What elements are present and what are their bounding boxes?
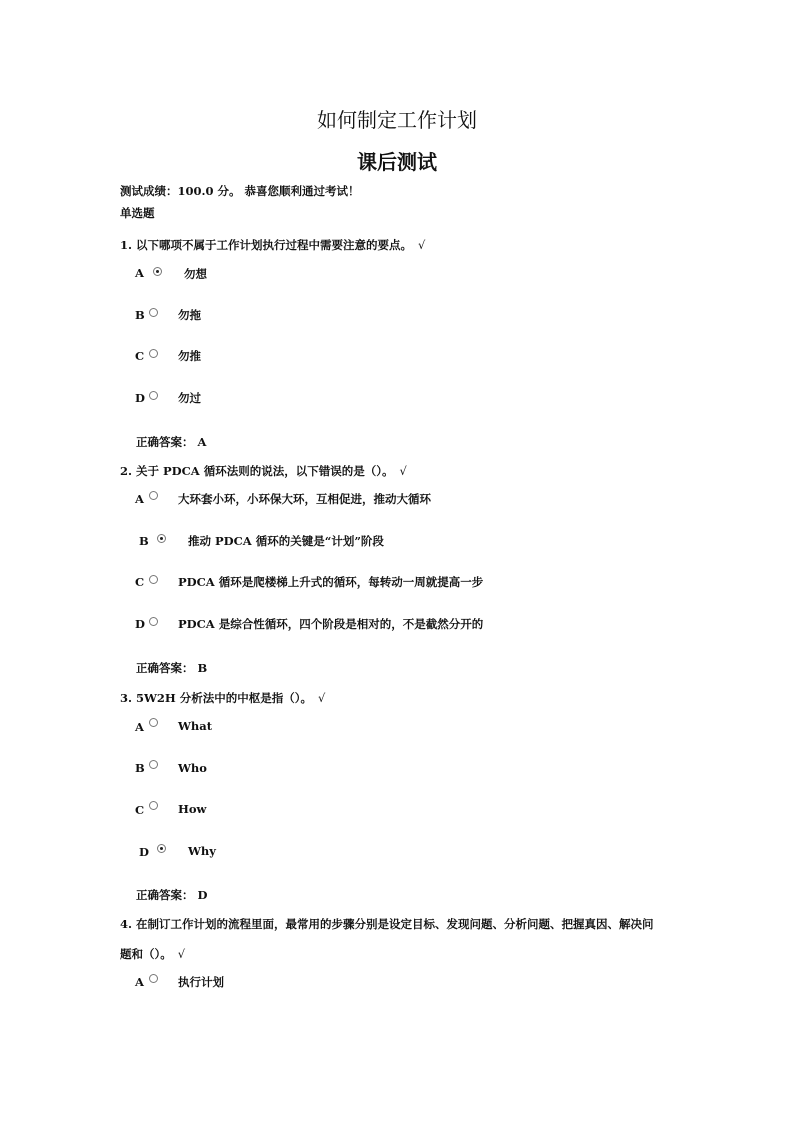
correct-check-icon: √ [177, 947, 186, 961]
q2-option-d-letter: D [135, 617, 145, 631]
q2-option-c-text: PDCA 循环是爬楼梯上升式的循环，每转动一周就提高一步 [178, 575, 484, 589]
correct-check-icon: √ [418, 238, 426, 252]
q1-option-d-letter: D [135, 391, 145, 405]
q3-option-b-radio[interactable] [149, 760, 158, 769]
q4-option-a-letter: A [135, 975, 144, 989]
q1-option-d-text: 勿过 [178, 391, 201, 405]
q1-correct-answer [136, 434, 206, 450]
document-title: 如何制定工作计划 [317, 108, 477, 132]
q1-option-a-letter: A [135, 266, 144, 280]
correct-check-icon: √ [399, 464, 407, 478]
q1-option-b-radio[interactable] [149, 308, 158, 317]
answer-label: 正确答案： [136, 661, 194, 675]
q2-option-a-radio[interactable] [149, 491, 158, 500]
q3-option-b-text: Who [178, 761, 207, 775]
score-line: 测试成绩：100.0 分。 恭喜您顺利通过考试！ [120, 184, 360, 198]
q3-option-c-radio[interactable] [149, 801, 158, 810]
question-1 [120, 237, 425, 253]
q2-option-c-letter: C [135, 575, 145, 589]
answer-value: D [197, 888, 208, 902]
question-3-text: 3. 5W2H 分析法中的中枢是指（）。 [120, 691, 313, 705]
answer-label: 正确答案： [136, 435, 194, 449]
q1-option-b-letter: B [135, 308, 145, 322]
question-4-line-1: 4. 在制订工作计划的流程里面，最常用的步骤分别是设定目标、发现问题、分析问题、把握真因、解决问 [120, 917, 654, 931]
q3-option-c-text: How [178, 802, 207, 816]
q3-option-d-text: Why [188, 844, 216, 858]
q2-option-d-radio[interactable] [149, 617, 158, 626]
q3-correct-answer [136, 887, 208, 903]
q2-option-a-text: 大环套小环，小环保大环，互相促进，推动大循环 [178, 492, 431, 506]
q2-option-b-radio[interactable] [157, 534, 166, 543]
q1-option-c-radio[interactable] [149, 349, 158, 358]
question-1-text: 1. 以下哪项不属于工作计划执行过程中需要注意的要点。 [120, 238, 413, 252]
answer-value: B [197, 661, 208, 675]
q2-option-d-text: PDCA 是综合性循环，四个阶段是相对的，不是截然分开的 [178, 617, 484, 631]
q1-option-d-radio[interactable] [149, 391, 158, 400]
q2-option-c-radio[interactable] [149, 575, 158, 584]
q4-option-a-text: 执行计划 [178, 975, 224, 989]
q1-option-c-letter: C [135, 349, 145, 363]
q1-option-b-text: 勿拖 [178, 308, 201, 322]
q1-option-a-radio[interactable] [153, 267, 162, 276]
answer-label: 正确答案： [136, 888, 194, 902]
question-4-line-2 [120, 946, 185, 962]
question-2 [120, 463, 407, 479]
question-3 [120, 690, 325, 706]
answer-value: A [197, 435, 207, 449]
q3-option-d-radio[interactable] [157, 844, 166, 853]
question-2-text: 2. 关于 PDCA 循环法则的说法，以下错误的是（）。 [120, 464, 394, 478]
q2-option-a-letter: A [135, 492, 144, 506]
q2-correct-answer [136, 660, 207, 676]
q4-option-a-radio[interactable] [149, 974, 158, 983]
q3-option-b-letter: B [135, 761, 145, 775]
q1-option-a-text: 勿想 [184, 267, 207, 281]
correct-check-icon: √ [318, 691, 326, 705]
q3-option-c-letter: C [135, 803, 145, 817]
q3-option-a-letter: A [135, 720, 144, 734]
q3-option-d-letter: D [139, 845, 149, 859]
q3-option-a-text: What [178, 719, 213, 733]
q3-option-a-radio[interactable] [149, 718, 158, 727]
document-subtitle: 课后测试 [357, 150, 437, 174]
section-label: 单选题 [120, 206, 155, 220]
q1-option-c-text: 勿推 [178, 349, 201, 363]
q2-option-b-text: 推动 PDCA 循环的关键是“计划”阶段 [188, 534, 384, 548]
q2-option-b-letter: B [139, 534, 149, 548]
question-4-text: 题和（）。 [120, 947, 172, 961]
